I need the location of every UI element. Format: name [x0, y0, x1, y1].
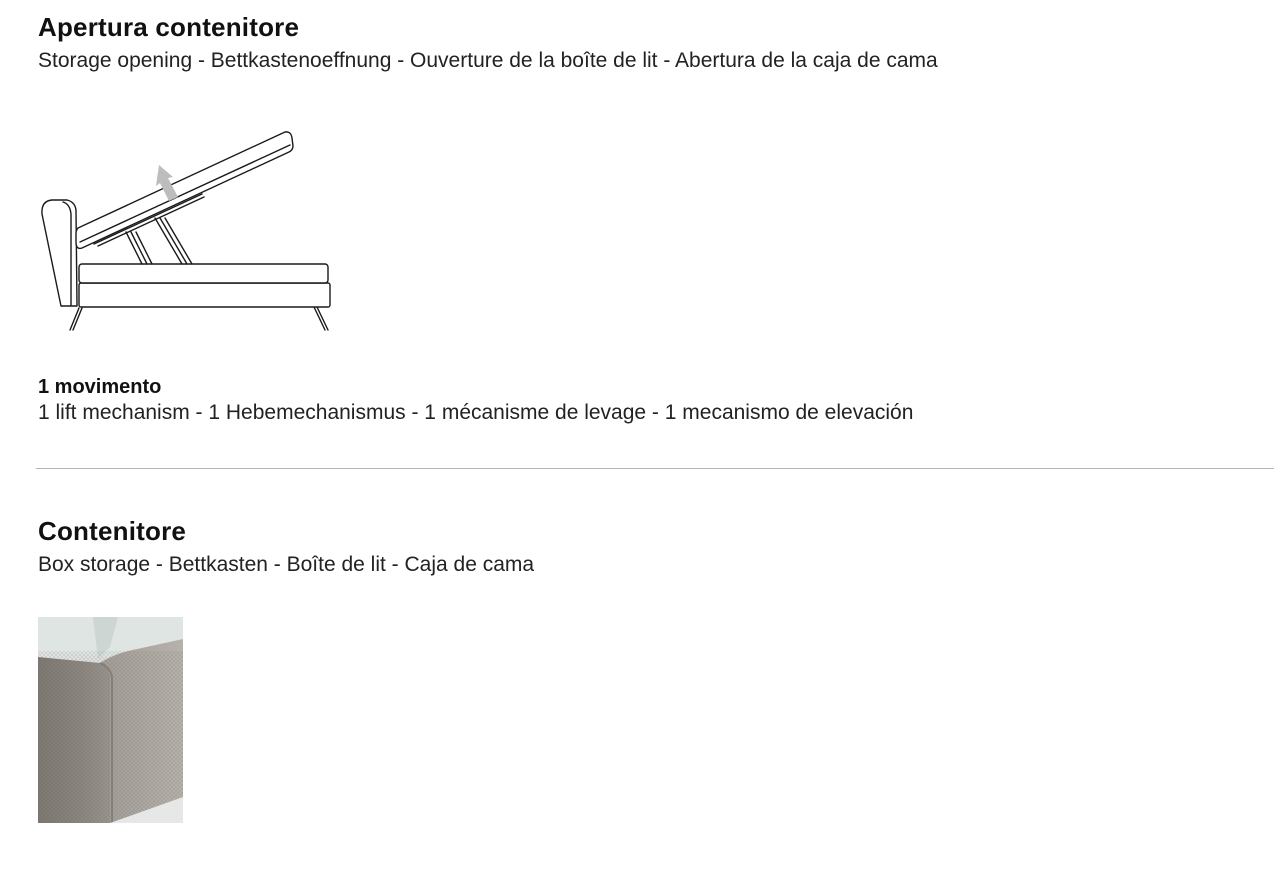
section-divider	[36, 468, 1274, 469]
section-subtitle-box-storage: Box storage - Bettkasten - Boîte de lit - Caja de cama	[38, 553, 535, 576]
bed-lift-diagram-icon	[38, 128, 334, 334]
mechanism-label: 1 movimento	[38, 376, 162, 398]
section-subtitle-storage-opening: Storage opening - Bettkastenoeffnung - Ouverture de la boîte de lit - Abertura de la caja de cama	[38, 49, 938, 72]
bed-corner-photo-icon	[38, 617, 183, 823]
storage-box-rim	[79, 264, 328, 283]
bed-base	[79, 283, 330, 307]
right-leg	[314, 307, 325, 330]
mechanism-description: 1 lift mechanism - 1 Hebemechanismus - 1 mécanisme de levage - 1 mecanismo de elevación	[38, 401, 914, 424]
headboard-shape	[42, 200, 77, 306]
section-title-box-storage: Contenitore	[38, 516, 187, 546]
section-title-storage-opening: Apertura contenitore	[38, 12, 300, 42]
lifted-platform	[76, 132, 293, 249]
